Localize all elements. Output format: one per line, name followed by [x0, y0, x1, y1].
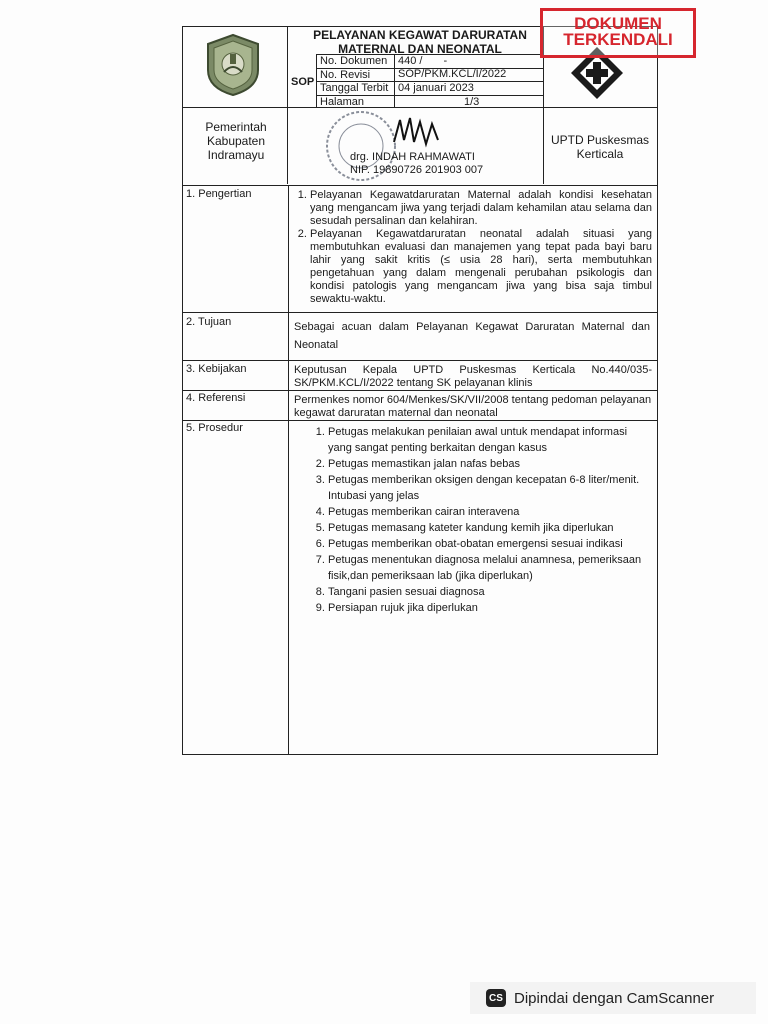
section-label-kebijakan: 3. Kebijakan	[186, 363, 247, 375]
prosedur-item: 2. Petugas memastikan jalan nafas bebas	[328, 456, 652, 472]
signer-name: drg. INDAH RAHMAWATI	[350, 151, 475, 163]
signer-nip: NIP. 19890726 201903 007	[350, 164, 484, 176]
prosedur-item: 1. Petugas melakukan penilaian awal untuk mendapat informasi yang sangat penting berkaitan dengan kasus	[328, 424, 652, 456]
prosedur-item: 5. Petugas memasang kateter kandung kemih jika diperlukan	[328, 520, 652, 536]
camscanner-watermark	[470, 982, 756, 1014]
pengertian-content	[292, 189, 652, 306]
stamp-line-2: TERKENDALI	[563, 30, 673, 49]
camscanner-logo-icon: CS	[486, 989, 506, 1007]
prosedur-item: 3. Petugas memberikan oksigen dengan kecepatan 6-8 liter/menit. Intubasi yang jelas	[328, 472, 652, 504]
referensi-content: Permenkes nomor 604/Menkes/SK/VII/2008 tentang pedoman pelayanan kegawat daruratan maternal dan neonatal	[294, 394, 652, 419]
tujuan-content: Sebagai acuan dalam Pelayanan Kegawat Daruratan Maternal dan Neonatal	[294, 321, 650, 351]
gov-line-2: Kabupaten	[206, 134, 266, 148]
page-value: 1/3	[464, 96, 480, 108]
section-label-tujuan: 2. Tujuan	[186, 316, 232, 328]
revision-label: No. Revisi	[320, 69, 371, 81]
section-label-referensi: 4. Referensi	[186, 392, 246, 404]
prosedur-item: 9. Persiapan rujuk jika diperlukan	[328, 600, 652, 616]
prosedur-item: 7. Petugas menentukan diagnosa melalui anamnesa, pemeriksaan fisik,dan pemeriksaan lab (jika diperlukan)	[328, 552, 652, 584]
issue-date-value: 04 januari 2023	[398, 82, 474, 94]
prosedur-item: 4. Petugas memberikan cairan interavena	[328, 504, 652, 520]
unit-line-2: Kerticala	[576, 147, 624, 161]
title-line-2: MATERNAL DAN NEONATAL	[338, 42, 502, 56]
gov-line-1: Pemerintah	[205, 120, 267, 134]
unit-line-1: UPTD Puskesmas	[550, 133, 650, 147]
document-title	[300, 28, 540, 56]
prosedur-item: 8. Tangani pasien sesuai diagnosa	[328, 584, 652, 600]
regency-emblem-icon	[200, 32, 266, 98]
title-line-1: PELAYANAN KEGAWAT DARURATAN	[313, 28, 527, 42]
government-name	[190, 120, 282, 162]
kebijakan-content: Keputusan Kepala UPTD Puskesmas Kerticala No.440/035-SK/PKM.KCL/I/2022 tentang SK pelayanan klinis	[294, 364, 652, 389]
unit-name	[545, 133, 655, 161]
doc-no-suffix: -SOP/PKM.KCL/I/2022	[398, 55, 507, 80]
gov-line-3: Indramayu	[207, 148, 265, 162]
signature-icon	[390, 112, 450, 152]
pengertian-item: 2. Pelayanan Kegawatdaruratan neonatal adalah situasi yang membutuhkan evaluasi dan manajemen yang tepat pada bayi baru lahir yang sakit kritis (≤ usia 28 hari), serta membutuhkan pengetahuan yang dalam mengenali perubahan psikologis dan kondisi patologis yang mengancam jiwa yang bisa saja timbul sewaktu-waktu.	[310, 228, 652, 306]
doc-no-value: 440 /	[398, 55, 423, 67]
doc-no-label: No. Dokumen	[320, 55, 388, 67]
page-label: Halaman	[320, 96, 365, 108]
section-label-prosedur: 5. Prosedur	[186, 422, 243, 434]
prosedur-content	[310, 424, 652, 616]
pengertian-item: 1. Pelayanan Kegawatdaruratan Maternal adalah kondisi kesehatan yang mengancam jiwa yang terjadi dalam kehamilan atau selama dan sesudah persalinan dan kelahiran.	[310, 189, 652, 228]
controlled-document-stamp	[540, 8, 696, 58]
section-label-pengertian: 1. Pengertian	[186, 188, 252, 200]
camscanner-text: Dipindai dengan CamScanner	[514, 989, 715, 1007]
prosedur-item: 6. Petugas memberikan obat-obatan emergensi sesuai indikasi	[328, 536, 652, 552]
stamp-line-1: DOKUMEN	[574, 14, 662, 33]
issue-date-label: Tanggal Terbit	[320, 82, 389, 94]
sop-label: SOP	[291, 76, 315, 88]
